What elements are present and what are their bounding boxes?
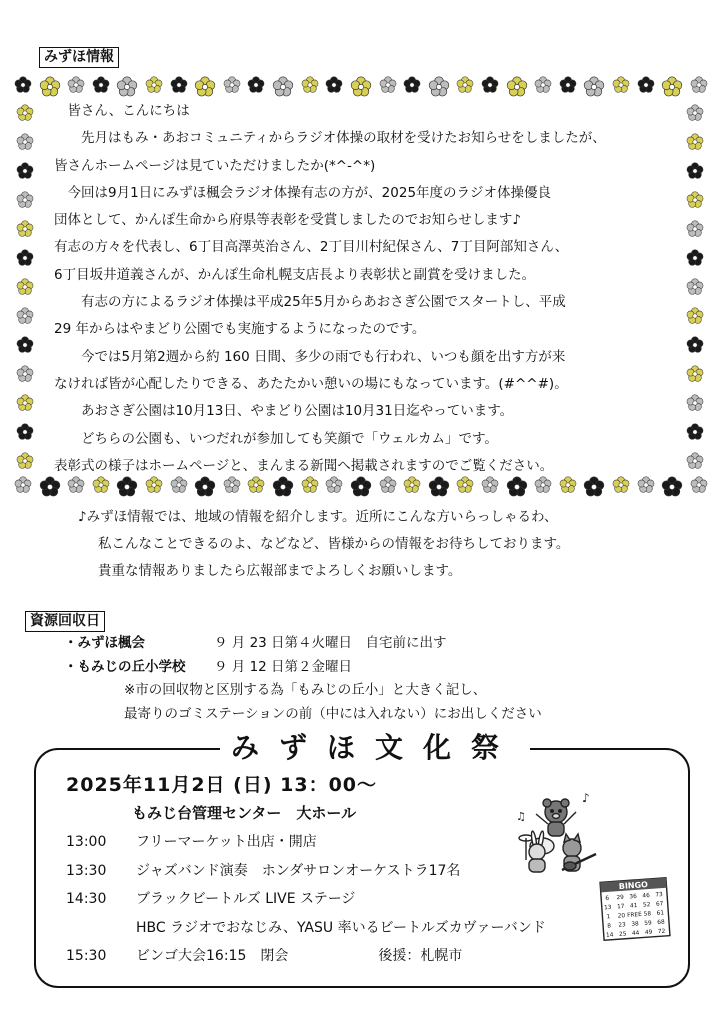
bingo-number: 59	[644, 920, 652, 927]
flower-icon	[16, 191, 34, 209]
info-paragraph: 有志の方々を代表し、6丁目高澤英治さん、2丁目川村紀保さん、7丁目阿部知さん、	[54, 239, 569, 256]
festival-venue: もみじ台管理センター 大ホール	[132, 804, 357, 822]
flower-icon	[16, 394, 34, 412]
info-paragraph: 先月はもみ・あおコミュニティからラジオ体操の取材を受けたお知らせをしましたが、	[54, 130, 606, 147]
schedule-event: ビンゴ大会16:15 閉会	[136, 948, 289, 964]
info-paragraph: 皆さんホームページは見ていただけましたか(*^-^*)	[54, 157, 376, 174]
bingo-number: 36	[629, 893, 638, 901]
flower-icon	[403, 76, 421, 94]
flower-icon	[506, 76, 528, 98]
bingo-number: 52	[642, 902, 651, 909]
schedule-row	[66, 914, 546, 943]
flower-icon	[456, 76, 474, 94]
flower-icon	[14, 76, 32, 94]
festival-title: みずほ文化祭	[220, 730, 530, 766]
flower-icon	[16, 162, 34, 180]
schedule-time: 14:30	[66, 891, 107, 907]
flower-border-right	[686, 104, 704, 470]
flower-icon	[39, 76, 61, 98]
info-paragraph: なければ皆が心配したりできる、あたたかい憩いの場にもなっています。(#^^#)。	[54, 375, 568, 392]
info-paragraph: 皆さん、こんにちは	[54, 103, 190, 119]
festival-rule-left	[196, 748, 212, 750]
bingo-number: 67	[655, 901, 664, 908]
schedule-time: 13:30	[66, 862, 107, 879]
schedule-time: 13:00	[66, 834, 107, 850]
bingo-card-illustration	[598, 876, 672, 942]
flower-icon	[379, 76, 397, 94]
bingo-number: 13	[603, 904, 612, 912]
flower-icon	[686, 452, 704, 470]
bingo-number: 25	[618, 931, 627, 938]
recycling-detail: ９ 月 12 日第２金曜日	[214, 658, 353, 675]
festival-rule-right	[538, 748, 562, 750]
bingo-header: BINGO	[618, 880, 649, 892]
animal-band-illustration	[512, 790, 598, 874]
bingo-number: 68	[657, 919, 665, 927]
schedule-row	[66, 942, 546, 971]
bingo-number: 17	[616, 903, 625, 911]
note-line: ♪みずほ情報では、地域の情報を紹介します。近所にこんな方いらっしゃるわ、	[78, 509, 558, 525]
svg-text:♫: ♫	[516, 810, 526, 823]
info-paragraph: 団体として、かんぽ生命から府県等表彰を受賞しましたのでお知らせします♪	[54, 212, 521, 229]
flower-border-top	[14, 76, 708, 98]
flower-icon	[67, 76, 85, 94]
festival-support: 後援：札幌市	[378, 948, 463, 964]
info-paragraph: 29 年からはやまどり公園でも実施するようになったのです。	[54, 321, 426, 338]
flower-icon	[686, 191, 704, 209]
flower-icon	[686, 336, 704, 354]
info-paragraph: 今回は9月1日にみずほ楓会ラジオ体操有志の方が、2025年度のラジオ体操優良	[54, 184, 552, 201]
flower-icon	[661, 476, 683, 498]
info-paragraph: あおさぎ公園は10月13日、やまどり公園は10月31日迄やっています。	[54, 403, 514, 420]
flower-icon	[14, 476, 32, 494]
flower-icon	[481, 76, 499, 94]
bingo-number: 46	[642, 892, 651, 900]
schedule-row	[66, 828, 546, 857]
flower-icon	[583, 76, 605, 98]
flower-icon	[686, 423, 704, 441]
flower-icon	[16, 452, 34, 470]
flower-icon	[686, 104, 704, 122]
schedule-time: 15:30	[66, 948, 107, 964]
mizuho-info-label: みずほ情報	[39, 47, 119, 68]
bingo-number: 58	[643, 911, 652, 918]
bingo-number: 73	[655, 892, 663, 899]
bingo-number: 44	[631, 930, 640, 938]
flower-icon	[686, 278, 704, 296]
bingo-number: 1	[606, 914, 611, 921]
recycling-label: 資源回収日	[25, 611, 105, 632]
schedule-row	[66, 857, 546, 886]
festival-schedule	[66, 828, 546, 971]
flower-icon	[428, 76, 450, 98]
flower-icon	[686, 162, 704, 180]
flower-icon	[16, 133, 34, 151]
bingo-number: FREE	[626, 911, 642, 919]
recycling-detail: ９ 月 23 日第４火曜日 自宅前に出す	[214, 635, 447, 651]
flower-icon	[16, 365, 34, 383]
info-paragraph: 今では5月第2週から約 160 日間、多少の雨でも行われ、いつも顔を出す方が来	[54, 348, 566, 365]
recycling-schedule	[64, 632, 542, 726]
bingo-number: 41	[629, 903, 638, 910]
flower-icon	[16, 220, 34, 238]
flower-icon	[559, 76, 577, 94]
schedule-event: ジャズバンド演奏 ホンダサロンオーケストラ17名	[136, 862, 461, 879]
schedule-time	[66, 914, 136, 943]
flower-icon	[92, 76, 110, 94]
schedule-row	[66, 885, 546, 914]
flower-icon	[194, 76, 216, 98]
flower-icon	[272, 76, 294, 98]
flower-icon	[170, 76, 188, 94]
flower-icon	[16, 423, 34, 441]
flower-icon	[534, 76, 552, 94]
flower-icon	[661, 76, 683, 98]
svg-text:♪: ♪	[582, 791, 590, 805]
bingo-number: 49	[644, 929, 653, 937]
flower-icon	[690, 76, 708, 94]
bingo-number: 38	[631, 921, 639, 928]
info-request-note	[0, 504, 724, 585]
note-line: 貴重な情報ありましたら広報部までよろしくお願いします。	[98, 563, 462, 579]
flower-icon	[686, 133, 704, 151]
flower-icon	[686, 307, 704, 325]
bingo-number: 14	[605, 932, 614, 939]
flower-icon	[16, 336, 34, 354]
info-paragraph: 有志の方によるラジオ体操は平成25年5月からあおさぎ公園でスタートし、平成	[54, 294, 566, 311]
recycling-row	[64, 632, 542, 656]
bingo-number: 72	[657, 928, 666, 936]
flower-frame	[14, 74, 708, 500]
recycling-group: ・みずほ楓会	[64, 635, 145, 651]
flower-icon	[223, 76, 241, 94]
recycling-note: ※市の回収物と区別する為「もみじの丘小」と大きく記し、	[124, 682, 487, 698]
flower-icon	[145, 76, 163, 94]
flower-icon	[686, 394, 704, 412]
flower-icon	[690, 476, 708, 494]
festival-date: 2025年11月2日 (日) 13：00～	[66, 774, 378, 796]
mizuho-info-body	[54, 98, 654, 480]
bingo-number: 61	[656, 910, 665, 917]
flower-icon	[301, 76, 319, 94]
flower-icon	[637, 76, 655, 94]
schedule-event: HBC ラジオでおなじみ、YASU 率いるビートルズカヴァーバンド	[136, 919, 546, 936]
bingo-number: 20	[617, 913, 626, 920]
flower-icon	[16, 278, 34, 296]
bingo-number: 6	[605, 895, 610, 903]
schedule-event: ブラックビートルズ LIVE ステージ	[136, 891, 356, 907]
bingo-number: 29	[616, 894, 625, 902]
info-paragraph: 6丁目坂井道義さんが、かんぽ生命札幌支店長より表彰状と副賞を受けました。	[54, 266, 536, 283]
recycling-note: 最寄りのゴミステーションの前（中には入れない）にお出しください	[124, 705, 542, 722]
recycling-row	[64, 656, 542, 680]
flower-border-left	[16, 104, 34, 470]
flower-icon	[247, 76, 265, 94]
schedule-event: フリーマーケット出店・開店	[136, 834, 317, 850]
bingo-number: 8	[607, 923, 612, 930]
flower-icon	[325, 76, 343, 94]
note-line: 私こんなことできるのよ、などなど、皆様からの情報をお待ちしております。	[98, 536, 570, 552]
flower-icon	[16, 249, 34, 267]
flower-icon	[686, 249, 704, 267]
info-paragraph: 表彰式の様子はホームページと、まんまる新聞へ掲載されますのでご覧ください。	[54, 457, 554, 474]
bingo-number: 23	[618, 922, 627, 929]
info-paragraph: どちらの公園も、いつだれが参加しても笑顔で「ウェルカム」です。	[54, 430, 498, 447]
flower-icon	[686, 365, 704, 383]
recycling-group: ・もみじの丘小学校	[64, 658, 186, 675]
flower-icon	[16, 307, 34, 325]
flower-icon	[16, 104, 34, 122]
flower-icon	[612, 76, 630, 94]
flower-icon	[116, 76, 138, 98]
flower-icon	[686, 220, 704, 238]
flower-icon	[350, 76, 372, 98]
